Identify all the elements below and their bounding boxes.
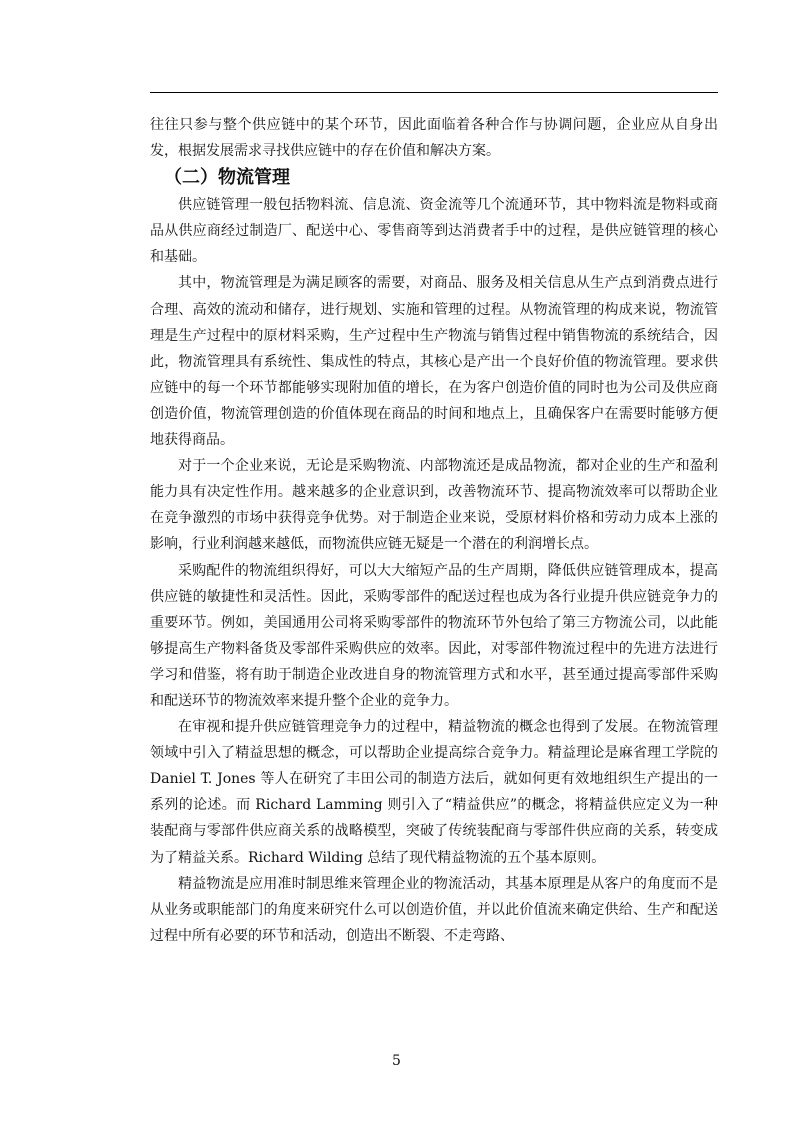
paragraph-continued: 往往只参与整个供应链中的某个环节，因此面临着各种合作与协调问题，企业应从自身出发，根据发展需求寻找供应链中的存在价值和解决方案。 <box>150 117 718 160</box>
paragraph: 供应链管理一般包括物料流、信息流、资金流等几个流通环节，其中物料流是物料或商品从供应商经过制造厂、配送中心、零售商等到达消费者手中的过程，是供应链管理的核心和基础。 <box>150 197 718 266</box>
paragraph: 在审视和提升供应链管理竞争力的过程中，精益物流的概念也得到了发展。在物流管理领域中引入了精益思想的概念，可以帮助企业提高综合竞争力。精益理论是麻省理工学院的 Daniel T. Jones 等人在研究了丰田公司的制造方法后，就如何更有效地组织生产提出的一系列的论述。而 Richard Lamming 则引入了“精益供应”的概念，将精益供应定义为一种装配商与零部件供应商关系的战略模型，突破了传统装配商与零部件供应商的关系，转变成为了精益关系。Richard Wilding 总结了现代精益物流的五个基本原则。 <box>150 719 718 866</box>
paragraph: 精益物流是应用准时制思维来管理企业的物流活动，其基本原理是从客户的角度而不是从业务或职能部门的角度来研究什么可以创造价值，并以此价值流来确定供给、生产和配送过程中所有必要的环节和活动，创造出不断裂、不走弯路、 <box>150 875 718 944</box>
paragraph: 其中，物流管理是为满足顾客的需要，对商品、服务及相关信息从生产点到消费点进行合理、高效的流动和储存，进行规划、实施和管理的过程。从物流管理的构成来说，物流管理是生产过程中的原材料采购，生产过程中生产物流与销售过程中销售物流的系统结合，因此，物流管理具有系统性、集成性的特点，其核心是产出一个良好价值的物流管理。要求供应链中的每一个环节都能够实现附加值的增长，在为客户创造价值的同时也为公司及供应商创造价值，物流管理创造的价值体现在商品的时间和地点上，且确保客户在需要时能够方便地获得商品。 <box>150 275 718 449</box>
paragraph: 对于一个企业来说，无论是采购物流、内部物流还是成品物流，都对企业的生产和盈利能力具有决定性作用。越来越多的企业意识到，改善物流环节、提高物流效率可以帮助企业在竞争激烈的市场中获得竞争优势。对于制造企业来说，受原材料价格和劳动力成本上涨的影响，行业利润越来越低，而物流供应链无疑是一个潜在的利润增长点。 <box>150 458 718 553</box>
header-rule <box>150 92 718 93</box>
page-number: 5 <box>392 1053 401 1069</box>
section-heading: （二）物流管理 <box>164 167 290 189</box>
paragraph: 采购配件的物流组织得好，可以大大缩短产品的生产周期，降低供应链管理成本，提高供应链的敏捷性和灵活性。因此，采购零部件的配送过程也成为各行业提升供应链竞争力的重要环节。例如，美国通用公司将采购零部件的物流环节外包给了第三方物流公司，以此能够提高生产物料备货及零部件采购供应的效率。因此，对零部件物流过程中的先进方法进行学习和借鉴，将有助于制造企业改进自身的物流管理方式和水平，甚至通过提高零部件采购和配送环节的物流效率来提升整个企业的竞争力。 <box>150 562 718 709</box>
page-body <box>150 112 718 949</box>
